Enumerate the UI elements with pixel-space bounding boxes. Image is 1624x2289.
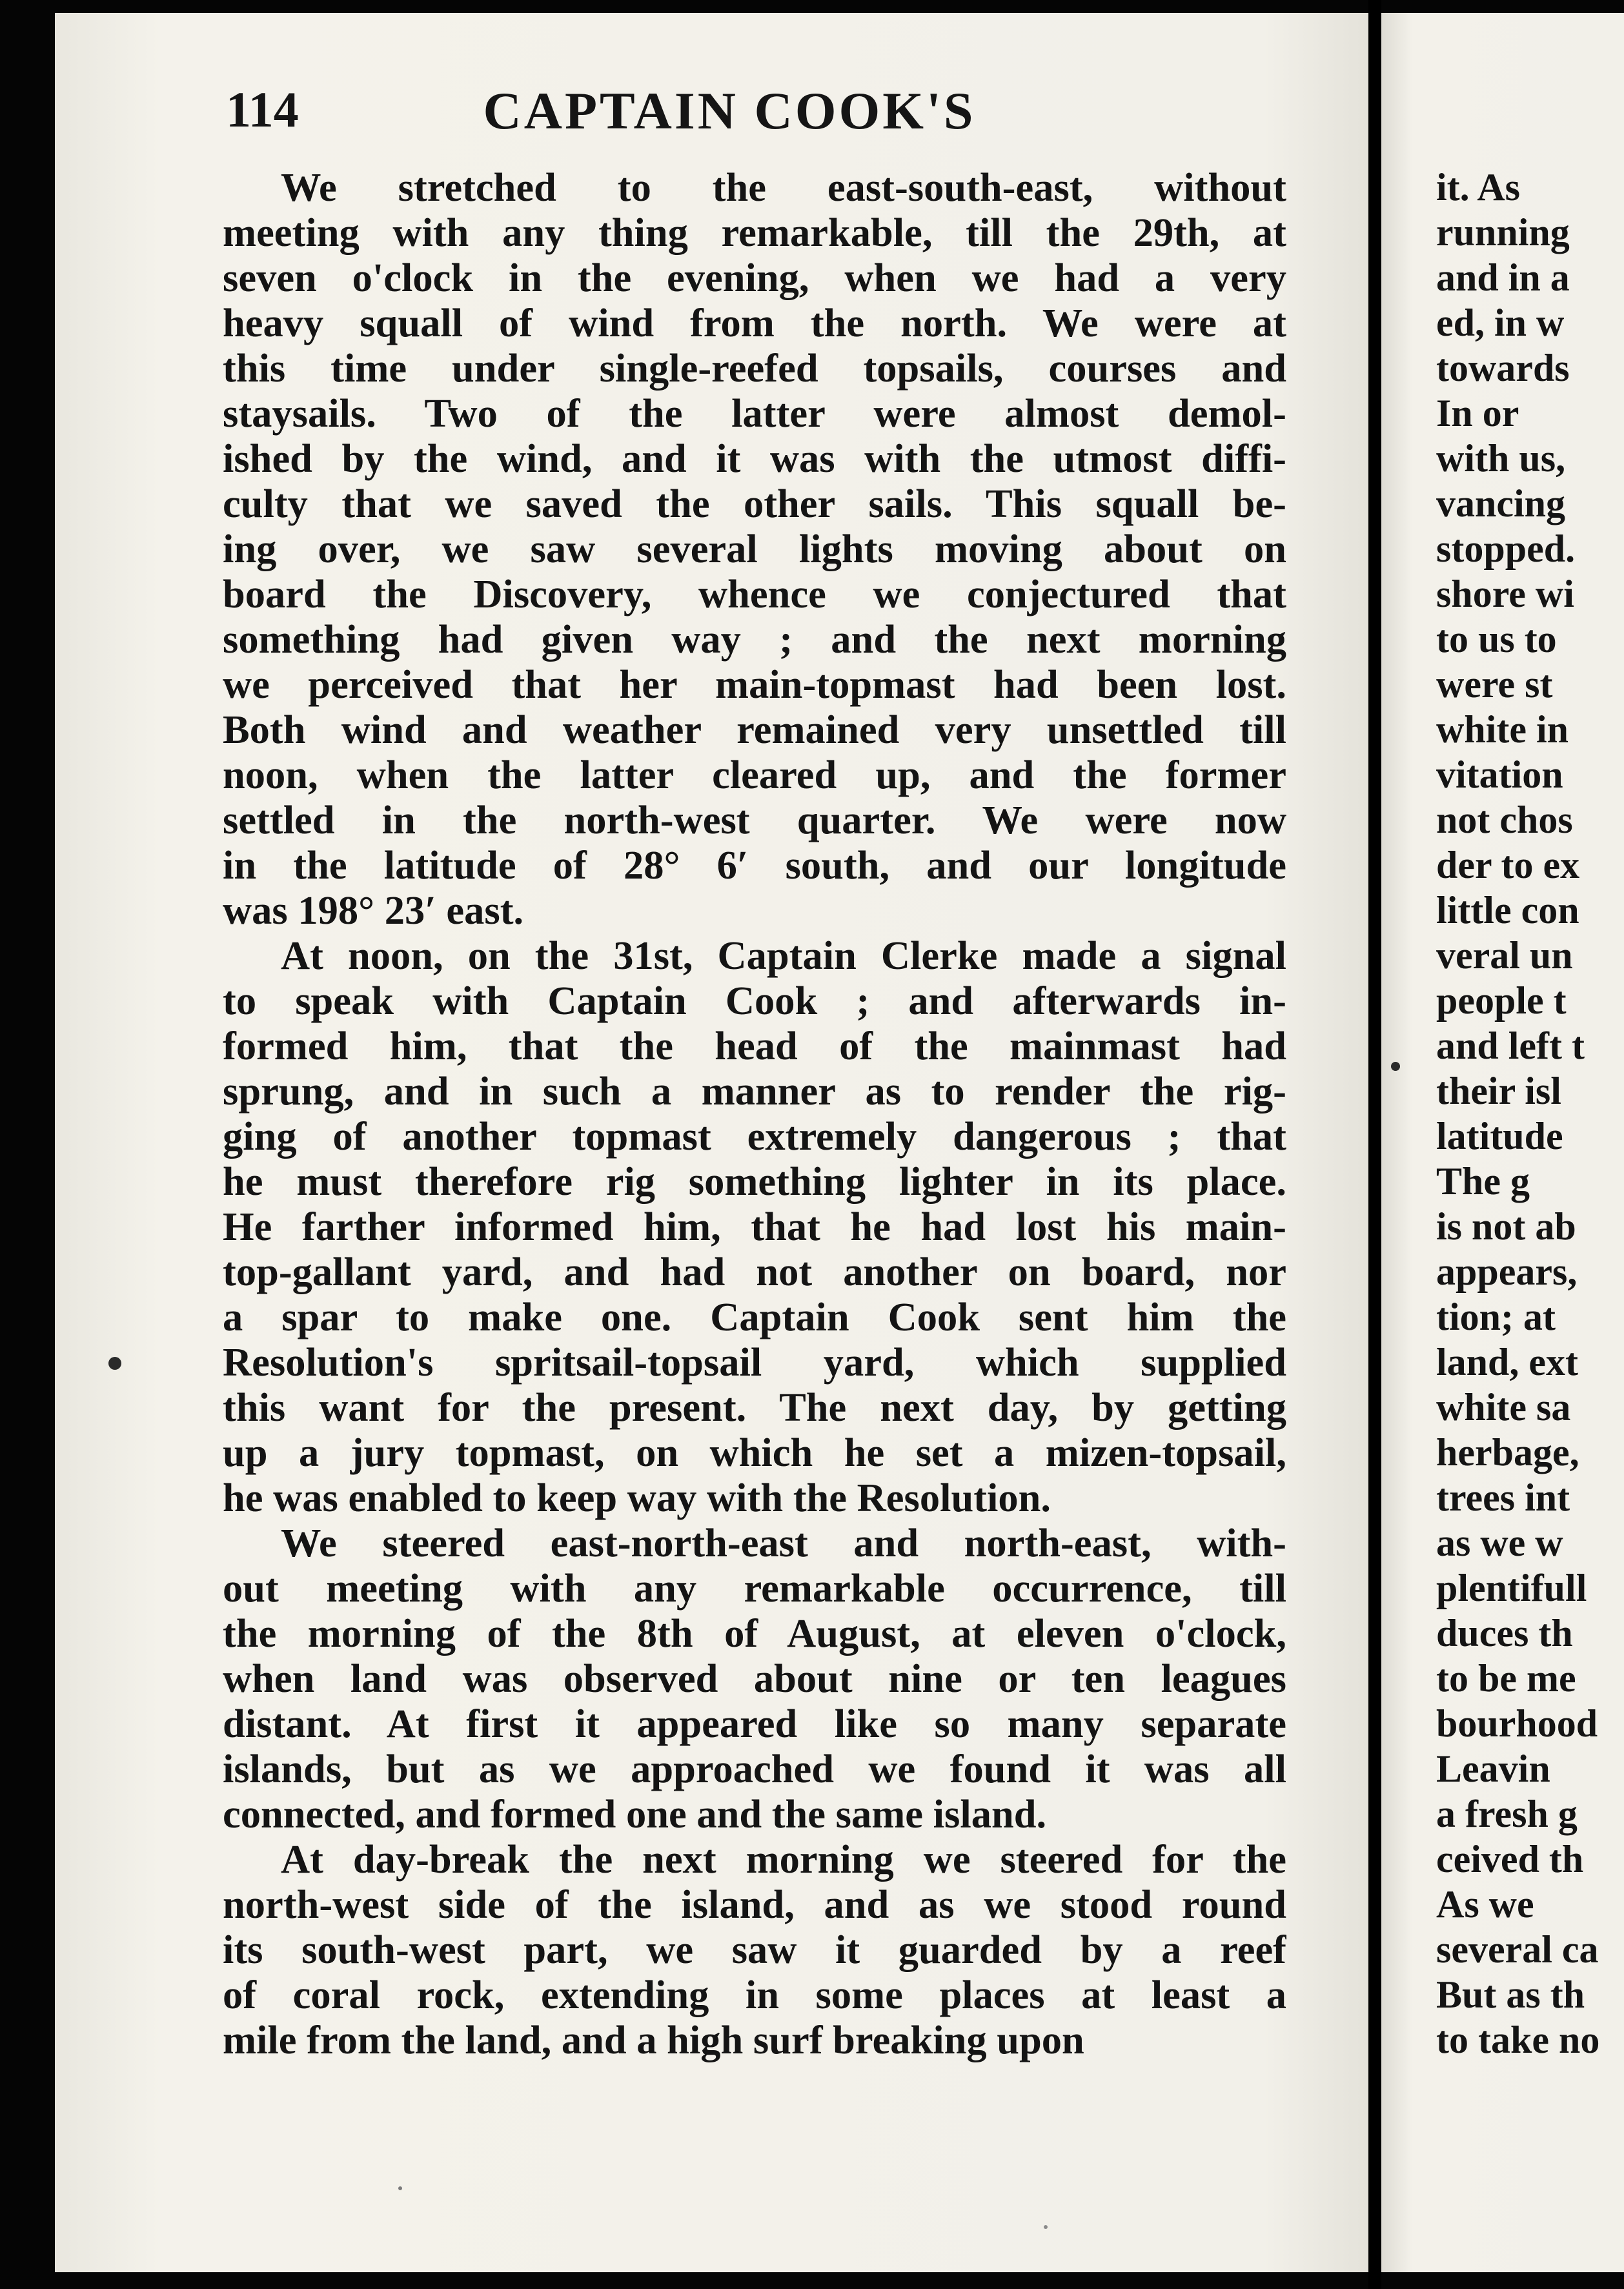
facing-page-line: latitude — [1436, 1115, 1563, 1157]
body-text — [223, 165, 1286, 2062]
facing-page-line: veral un — [1436, 934, 1573, 977]
facing-page-line: tion; at — [1436, 1296, 1556, 1338]
text-line: meeting with any thing remarkable, till the 29th, at — [223, 210, 1286, 255]
facing-page-line: people t — [1436, 979, 1567, 1022]
book-gutter — [1368, 0, 1381, 2289]
text-line: he was enabled to keep way with the Resolution. — [223, 1475, 1051, 1520]
facing-page-line: to take no — [1436, 2019, 1600, 2061]
text-line: its south-west part, we saw it guarded by a reef — [223, 1927, 1286, 1972]
facing-page-line: a fresh g — [1436, 1793, 1578, 1835]
running-head-title: CAPTAIN COOK'S — [483, 81, 976, 140]
facing-page-line: their isl — [1436, 1070, 1561, 1112]
text-line: He farther informed him, that he had lost his main- — [223, 1204, 1286, 1249]
text-line: heavy squall of wind from the north. We were at — [223, 300, 1286, 345]
facing-page-line: is not ab — [1436, 1205, 1576, 1248]
facing-page-line: and left t — [1436, 1024, 1585, 1067]
facing-page-line: As we — [1436, 1883, 1534, 1926]
paragraph — [223, 1836, 1286, 2062]
paragraph — [223, 165, 1286, 933]
text-line: ished by the wind, and it was with the utmost diffi- — [223, 436, 1286, 481]
facing-page-line: running — [1436, 211, 1570, 254]
facing-page-line: white in — [1436, 708, 1569, 751]
text-line: distant. At first it appeared like so many separate — [223, 1701, 1286, 1746]
text-line: islands, but as we approached we found it was all — [223, 1746, 1286, 1791]
facing-page-line: stopped. — [1436, 527, 1576, 570]
text-line: At day-break the next morning we steered for the — [281, 1836, 1286, 1882]
facing-page-text-fragment — [1436, 165, 1624, 2062]
facing-page-line: der to ex — [1436, 844, 1580, 886]
text-line: he must therefore rig something lighter in its place. — [223, 1159, 1286, 1204]
facing-page-line: to us to — [1436, 618, 1557, 660]
facing-page-line: Leavin — [1436, 1747, 1550, 1790]
facing-page-line: trees int — [1436, 1476, 1570, 1519]
facing-page-line: not chos — [1436, 799, 1573, 841]
text-line: settled in the north-west quarter. We were now — [223, 797, 1286, 842]
facing-page-line: to be me — [1436, 1657, 1576, 1700]
facing-page-line: herbage, — [1436, 1431, 1579, 1474]
page-number: 114 — [226, 81, 299, 137]
text-line: something had given way ; and the next morning — [223, 616, 1286, 662]
text-line: ging of another topmast extremely dangerous ; that — [223, 1114, 1286, 1159]
text-line: Resolution's spritsail-topsail yard, which supplied — [223, 1339, 1286, 1385]
facing-page-line: with us, — [1436, 437, 1566, 480]
text-line: the morning of the 8th of August, at eleven o'clock, — [223, 1611, 1286, 1656]
text-line: seven o'clock in the evening, when we had a very — [223, 255, 1286, 300]
facing-page-line: appears, — [1436, 1250, 1578, 1293]
facing-page-line: ed, in w — [1436, 301, 1565, 344]
text-line: was 198° 23′ east. — [223, 888, 524, 933]
facing-page-line: ceived th — [1436, 1838, 1584, 1880]
facing-page-line: shore wi — [1436, 573, 1574, 615]
text-line: a spar to make one. Captain Cook sent him the — [223, 1294, 1286, 1339]
facing-page-line: bourhood — [1436, 1702, 1598, 1745]
facing-page-line: were st — [1436, 663, 1553, 706]
text-line: culty that we saved the other sails. This squall be- — [223, 481, 1286, 526]
text-line: We stretched to the east-south-east, without — [281, 165, 1286, 210]
text-line: up a jury topmast, on which he set a mizen-topsail, — [223, 1430, 1286, 1475]
text-line: top-gallant yard, and had not another on board, nor — [223, 1249, 1286, 1294]
text-line: this want for the present. The next day, by getting — [223, 1385, 1286, 1430]
paragraph — [223, 1520, 1286, 1836]
facing-page-line: In or — [1436, 392, 1519, 434]
text-line: We steered east-north-east and north-east, with- — [281, 1520, 1286, 1565]
text-line: north-west side of the island, and as we stood round — [223, 1882, 1286, 1927]
text-line: this time under single-reefed topsails, courses and — [223, 345, 1286, 391]
text-line: in the latitude of 28° 6′ south, and our longitude — [223, 842, 1286, 888]
facing-page-line: it. As — [1436, 166, 1521, 209]
paragraph — [223, 933, 1286, 1520]
text-line: ing over, we saw several lights moving about on — [223, 526, 1286, 571]
facing-page-line: land, ext — [1436, 1341, 1579, 1383]
text-line: mile from the land, and a high surf breaking upon — [223, 2017, 1084, 2062]
text-line: we perceived that her main-topmast had been lost. — [223, 662, 1286, 707]
facing-page-line: and in a — [1436, 256, 1570, 299]
text-line: board the Discovery, whence we conjectured that — [223, 571, 1286, 616]
facing-page-line: vancing — [1436, 482, 1566, 525]
facing-page-line: The g — [1436, 1160, 1530, 1203]
facing-page-line: several ca — [1436, 1928, 1599, 1971]
text-line: out meeting with any remarkable occurrence, till — [223, 1565, 1286, 1611]
text-line: At noon, on the 31st, Captain Clerke made a signal — [281, 933, 1286, 978]
facing-page-line: plentifull — [1436, 1567, 1587, 1609]
facing-page-line: towards — [1436, 347, 1570, 389]
text-line: of coral rock, extending in some places at least a — [223, 1972, 1286, 2017]
text-line: formed him, that the head of the mainmast had — [223, 1023, 1286, 1068]
text-line: to speak with Captain Cook ; and afterwards in- — [223, 978, 1286, 1023]
text-line: connected, and formed one and the same island. — [223, 1791, 1047, 1836]
facing-page-line: duces th — [1436, 1612, 1573, 1654]
text-line: staysails. Two of the latter were almost demol- — [223, 391, 1286, 436]
facing-page-line: little con — [1436, 889, 1579, 931]
text-line: Both wind and weather remained very unsettled till — [223, 707, 1286, 752]
text-line: noon, when the latter cleared up, and the former — [223, 752, 1286, 797]
running-head — [161, 81, 1297, 152]
text-line: sprung, and in such a manner as to render the rig- — [223, 1068, 1286, 1114]
facing-page-line: vitation — [1436, 753, 1563, 796]
text-line: when land was observed about nine or ten leagues — [223, 1656, 1286, 1701]
facing-page-line: But as th — [1436, 1973, 1585, 2016]
facing-page-line: white sa — [1436, 1386, 1571, 1429]
facing-page-line: as we w — [1436, 1521, 1563, 1564]
